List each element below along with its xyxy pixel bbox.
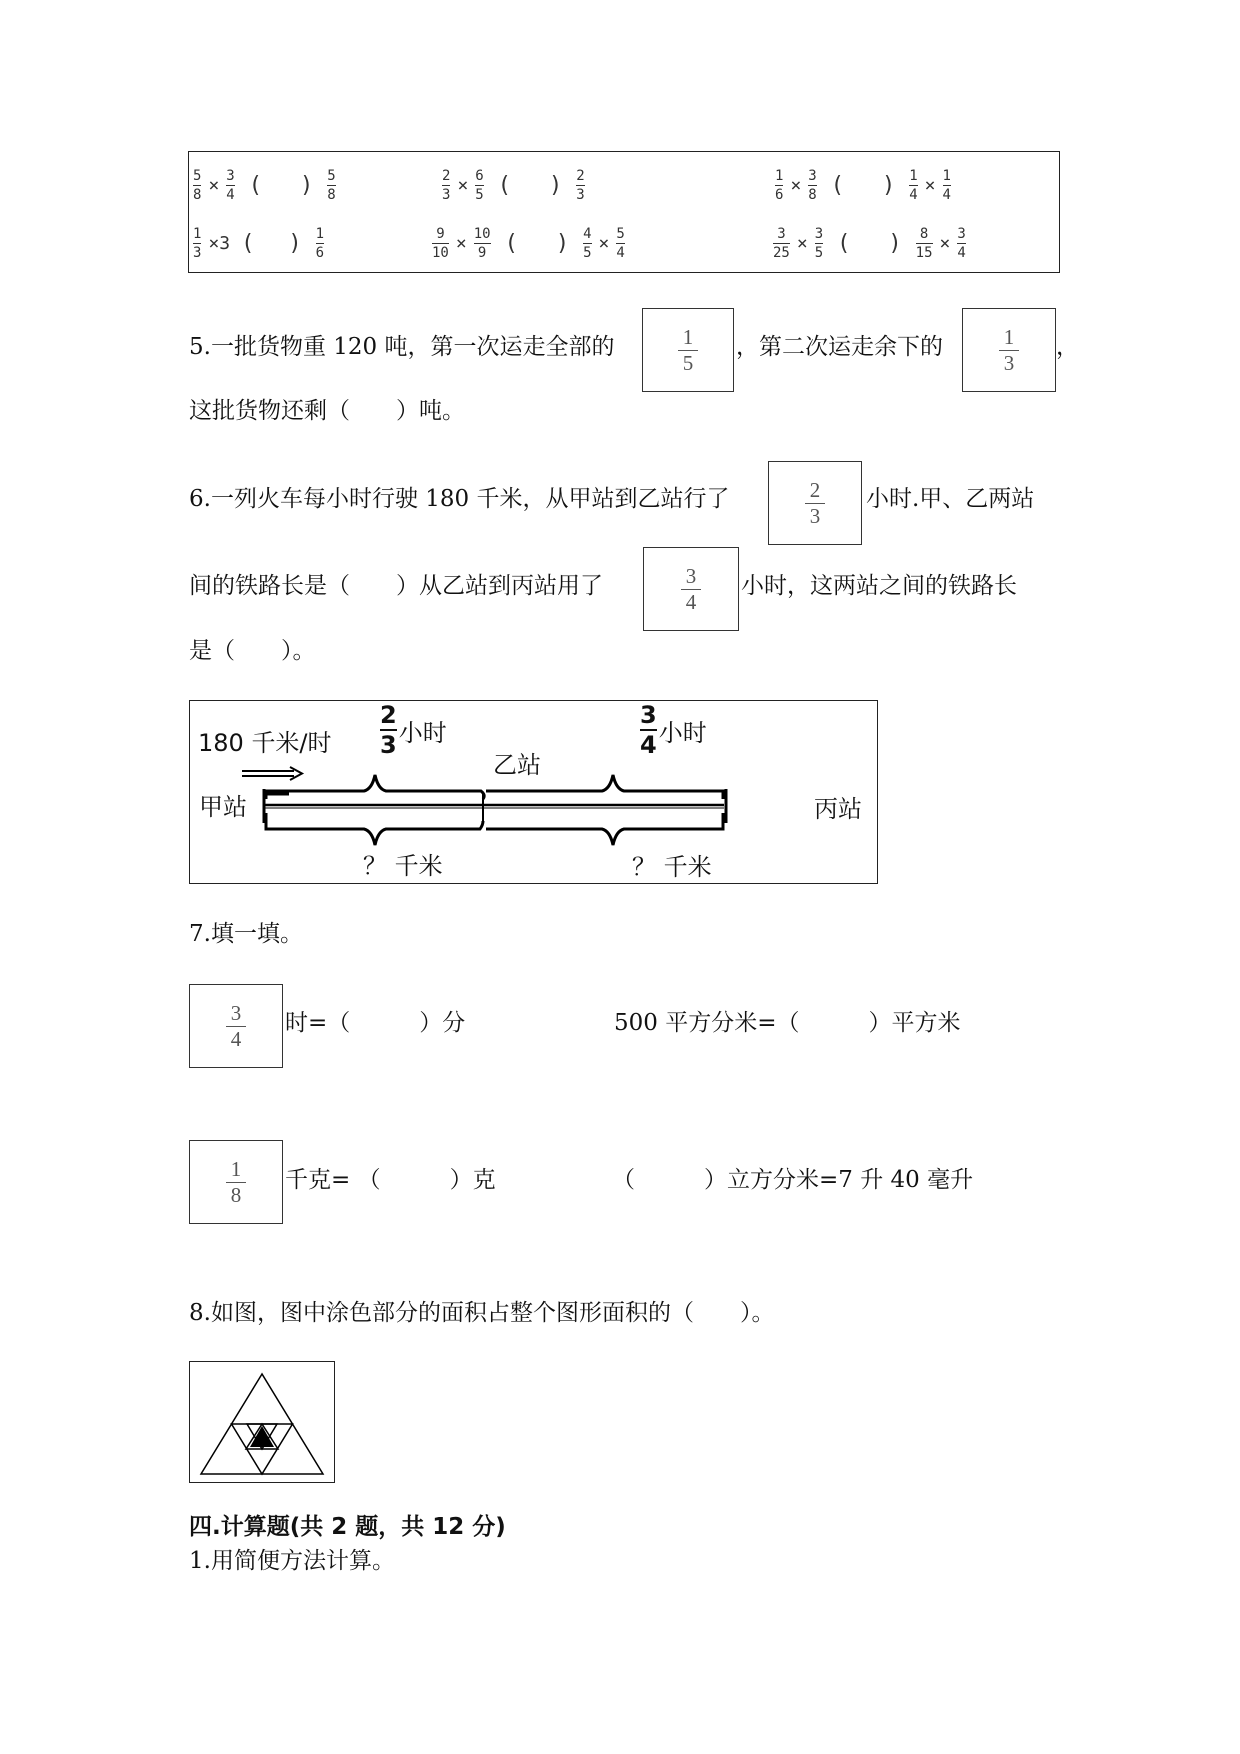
- railway-diagram: [189, 700, 878, 884]
- fraction: $\frac{5}{4}$: [616, 225, 625, 261]
- compare-item-1c: $\frac{1}{6}$ × $\frac{3}{8}$ ( ) $\frac{1}{4}$ × $\frac{1}{4}$: [775, 167, 951, 203]
- fraction: $\frac{5}{8}$: [193, 167, 202, 203]
- q5-text-line2: 这批货物还剩（ ）吨。: [189, 398, 465, 424]
- q5-fraction-box-2: $\frac{1}{3}$: [962, 308, 1056, 392]
- q7-item-2: 500 平方分米=（ ）平方米: [614, 1010, 961, 1036]
- compare-item-2b: $\frac{9}{10}$ × $\frac{10}{9}$ ( ) $\frac{4}{5}$ × $\frac{5}{4}$: [432, 225, 625, 261]
- fraction: $\frac{5}{8}$: [327, 167, 336, 203]
- fraction: $\frac{3}{4}$: [957, 225, 966, 261]
- compare-item-2c: $\frac{3}{25}$ × $\frac{3}{5}$ ( ) $\frac{8}{15}$ × $\frac{3}{4}$: [773, 225, 966, 261]
- nested-triangles-svg: [190, 1362, 334, 1482]
- q6-text-line2b: 小时，这两站之间的铁路长: [741, 573, 1017, 599]
- fraction: $\frac{1}{3}$: [193, 225, 202, 261]
- q7-fraction-box-2: $\frac{1}{8}$: [189, 1140, 283, 1224]
- q5-text-3: ，: [1056, 334, 1079, 360]
- fraction: $\frac{3}{5}$: [814, 225, 824, 261]
- fraction: $\frac{1}{4}$: [909, 167, 918, 203]
- fraction: $\frac{1}{6}$: [315, 225, 325, 261]
- q6-text-line2a: 间的铁路长是（ ）从乙站到丙站用了: [189, 573, 603, 599]
- section-4-question-1: 1.用简便方法计算。: [189, 1548, 395, 1574]
- fraction: $\frac{3}{25}$: [773, 225, 790, 261]
- diagram-time-2: $\frac{3}{4}$ 小时: [640, 701, 707, 759]
- fraction: $\frac{3}{8}$: [808, 167, 817, 203]
- diagram-time-1: $\frac{2}{3}$ 小时: [380, 701, 447, 759]
- compare-item-1a: $\frac{5}{8}$ × $\frac{3}{4}$ ( ) $\frac{5}{8}$: [193, 167, 336, 203]
- station-b-label: 乙站: [493, 751, 541, 779]
- diagram-speed: 180 千米/时: [198, 729, 332, 757]
- section-4-heading: 四.计算题(共 2 题，共 12 分): [189, 1514, 506, 1540]
- fraction: $\frac{9}{10}$: [432, 225, 449, 261]
- triangle-figure: [189, 1361, 335, 1483]
- fraction: $\frac{2}{3}$: [442, 167, 451, 203]
- q5-text-1: 5.一批货物重 120 吨，第一次运走全部的: [189, 334, 615, 360]
- fraction: $\frac{2}{3}$: [380, 701, 397, 759]
- fraction: $\frac{6}{5}$: [475, 167, 484, 203]
- distance-question-2: ？ 千米: [632, 853, 712, 881]
- q5-text-2: ，第二次运走余下的: [736, 334, 943, 360]
- q6-fraction-box-2: $\frac{3}{4}$: [643, 547, 739, 631]
- fraction: $\frac{10}{9}$: [473, 225, 491, 261]
- q7-item-4: （ ）立方分米=7 升 40 毫升: [612, 1167, 974, 1193]
- q8-text: 8.如图，图中涂色部分的面积占整个图形面积的（ ）。: [189, 1300, 775, 1326]
- fraction: $\frac{2}{3}$: [576, 167, 585, 203]
- compare-item-2a: $\frac{1}{3}$ ×3 ( ) $\frac{1}{6}$: [193, 225, 325, 261]
- fraction: $\frac{8}{15}$: [915, 225, 933, 261]
- fraction: $\frac{1}{6}$: [775, 167, 784, 203]
- q6-text-1: 6.一列火车每小时行驶 180 千米，从甲站到乙站行了: [189, 486, 730, 512]
- fraction: $\frac{4}{5}$: [583, 225, 592, 261]
- fraction: $\frac{3}{4}$: [640, 701, 657, 759]
- compare-row-1: [189, 155, 1059, 215]
- fraction: $\frac{1}{4}$: [942, 167, 951, 203]
- q7-fraction-box-1: $\frac{3}{4}$: [189, 984, 283, 1068]
- q5-fraction-box-1: $\frac{1}{5}$: [642, 308, 734, 392]
- station-c-label: 丙站: [814, 795, 862, 823]
- station-a-label: 甲站: [199, 793, 247, 821]
- compare-item-1b: $\frac{2}{3}$ × $\frac{6}{5}$ ( ) $\frac{2}{3}$: [442, 167, 585, 203]
- q6-text-2: 小时.甲、乙两站: [866, 486, 1035, 512]
- distance-question-1: ？ 千米: [363, 852, 443, 880]
- compare-table: [188, 151, 1060, 273]
- compare-row-2: [189, 213, 1059, 273]
- q6-text-line3: 是（ ）。: [189, 638, 316, 664]
- q6-fraction-box-1: $\frac{2}{3}$: [768, 461, 862, 545]
- q7-item-3: 千克= （ ）克: [285, 1167, 496, 1193]
- q7-item-1: 时=（ ）分: [285, 1010, 466, 1036]
- q7-title: 7.填一填。: [189, 921, 303, 947]
- fraction: $\frac{3}{4}$: [226, 167, 235, 203]
